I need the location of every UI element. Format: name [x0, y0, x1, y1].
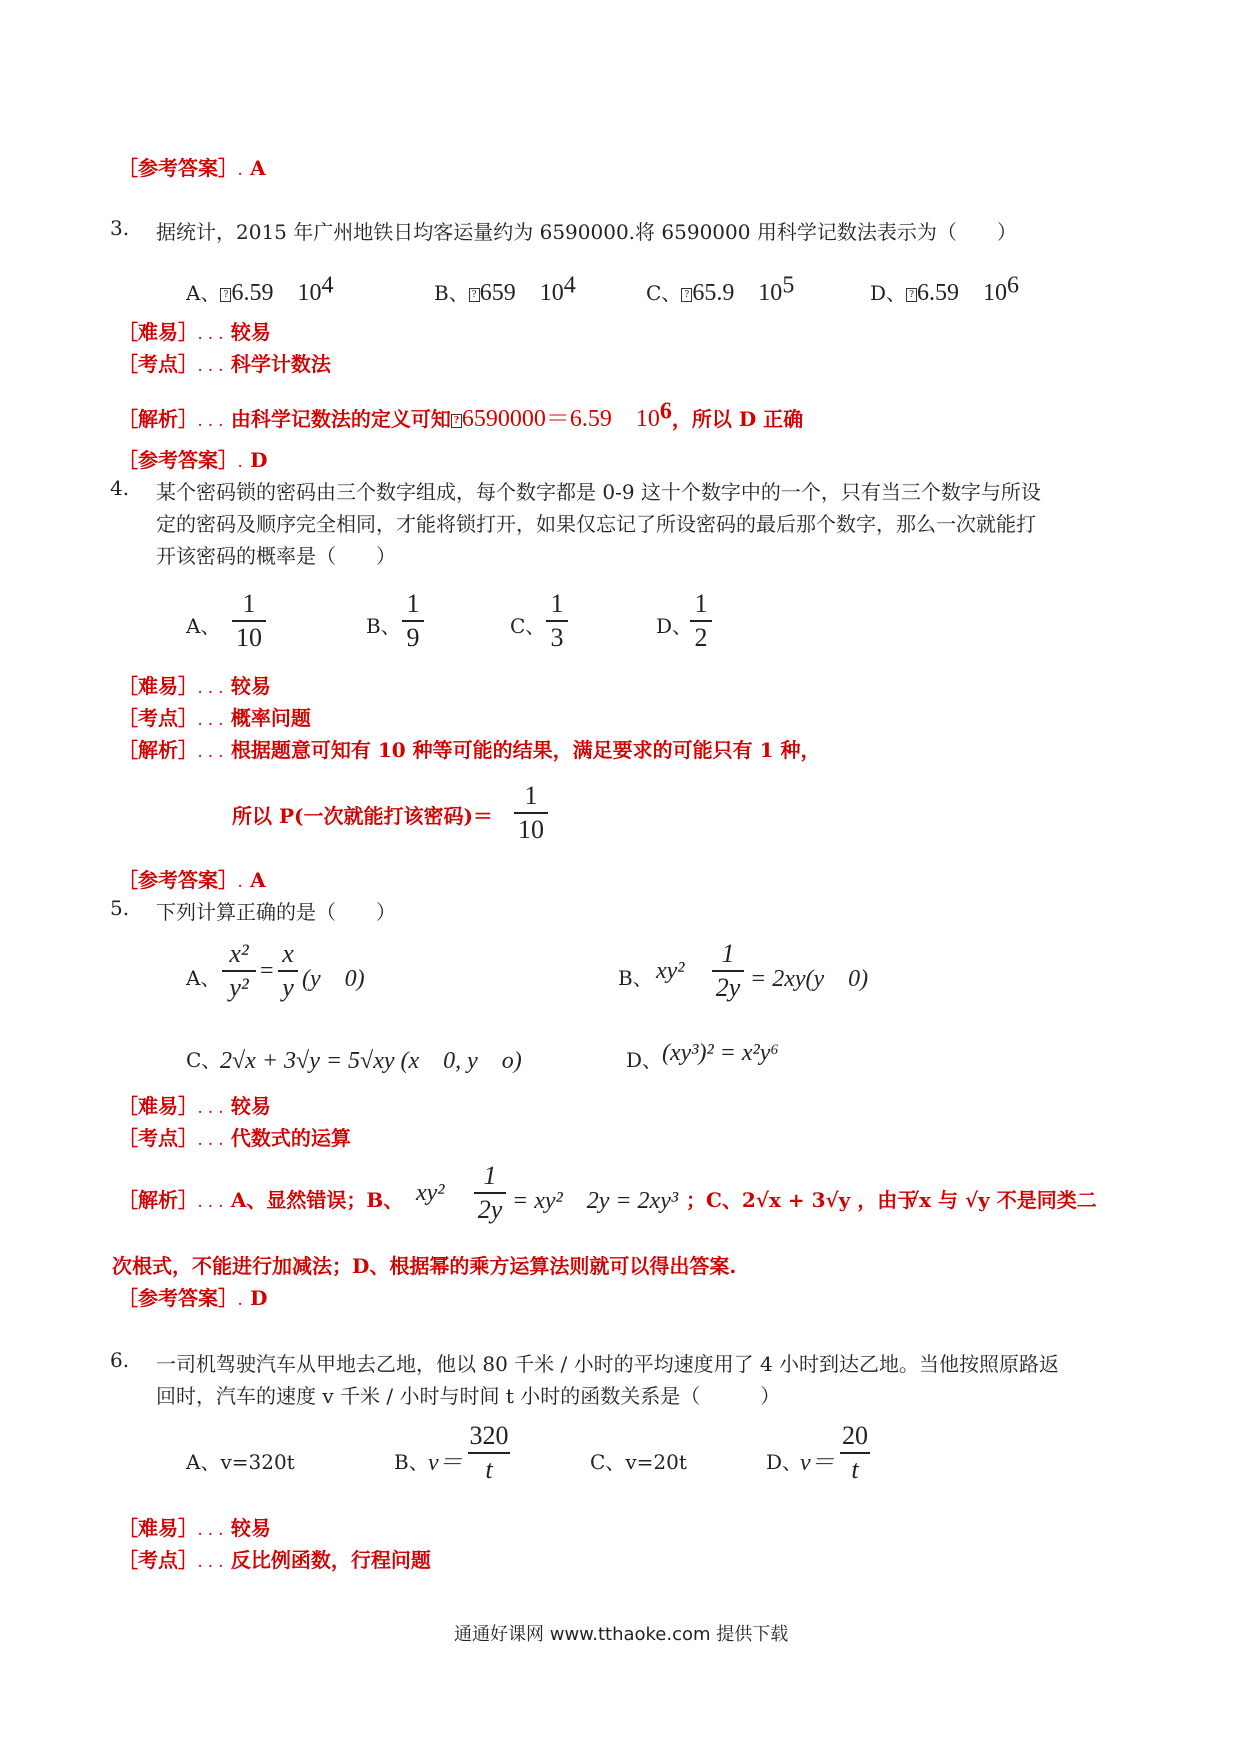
point-row: ［考点］. . . 代数式的运算 [118, 1126, 351, 1150]
difficulty-row: ［难易］. . . 较易 [118, 1094, 271, 1118]
answer-tag: ［参考答案］. A [118, 156, 266, 180]
option-a-label: A、 [186, 966, 221, 990]
analysis-row: ［解析］. . . 根据题意可知有 10 种等可能的结果，满足要求的可能只有 1 种， [118, 738, 821, 762]
point-row: ［考点］. . . 概率问题 [118, 706, 311, 730]
option-a-eq: = [260, 958, 274, 984]
analysis-row: ［解析］. . . 由科学记数法的定义可知 ? 6590000＝6.59 $10^6$，所以 D 正确 [118, 398, 804, 432]
placeholder-icon: ? [469, 288, 480, 302]
answer-value: A [250, 156, 266, 180]
question-number: 3. [110, 216, 130, 240]
option-a-fraction-2: x y [278, 940, 298, 1002]
analysis-fraction: 1 10 [514, 782, 548, 844]
question-number: 5. [110, 896, 130, 920]
point-row: ［考点］. . . 科学计数法 [118, 352, 331, 376]
analysis-b-pre: xy² [416, 1180, 445, 1206]
option-b-fraction: 320 t [469, 1421, 509, 1484]
option-b-label: B、 [366, 614, 401, 638]
difficulty-row: ［难易］. . . 较易 [118, 320, 271, 344]
option-d-pre: v＝ [800, 1450, 835, 1476]
option-d-fraction: 20 t [842, 1421, 868, 1484]
option-b-pre: v＝ [428, 1450, 463, 1476]
difficulty-row: ［难易］. . . 较易 [118, 1516, 271, 1540]
option-a-label: A、 [186, 614, 221, 638]
answer-row: ［参考答案］. A [118, 868, 266, 892]
question-text-line1: 一司机驾驶汽车从甲地去乙地，他以 80 千米 / 小时的平均速度用了 4 小时到达乙地。当他按照原路返 [156, 1352, 1060, 1376]
answer-row: ［参考答案］. D [118, 448, 268, 472]
option-d-label: D、 [766, 1450, 803, 1474]
option-b-post: = 2xy(y 0) [750, 966, 869, 992]
difficulty-row: ［难易］. . . 较易 [118, 674, 271, 698]
question-text-line1: 某个密码锁的密码由三个数字组成，每个数字都是 0-9 这十个数字中的一个，只有当三个数字与所设 [156, 480, 1041, 504]
option-d-fraction: 1 2 [690, 590, 712, 652]
option-b: B、 ? 659 $10^4$ [434, 272, 576, 306]
option-c: C、 ? 65.9 $10^5$ [646, 272, 795, 306]
analysis-b-fraction: 1 2y [474, 1162, 506, 1224]
placeholder-icon: ? [220, 288, 231, 302]
option-a-fraction-1: x² y² [222, 940, 256, 1002]
option-c-label: C、 [510, 614, 546, 638]
question-text-line2: 回时，汽车的速度 v 千米 / 小时与时间 t 小时的函数关系是（ ） [156, 1384, 781, 1408]
option-c-expr: 2√x + 3√y = 5√xy (x 0, y o) [220, 1048, 522, 1074]
option-d-label: D、 [626, 1048, 663, 1072]
question-number: 4. [110, 476, 130, 500]
option-b-fraction: 1 2y [712, 940, 744, 1002]
analysis-c: ；C、2√x + 3√y ，由于 [686, 1188, 918, 1212]
option-a: A、 ? 6.59 $10^4$ [186, 272, 334, 306]
analysis-line2: 次根式，不能进行加减法；D、根据幂的乘方运算法则就可以得出答案. [112, 1254, 737, 1278]
option-a-fraction: 1 10 [232, 590, 266, 652]
page-footer: 通通好课网 www.tthaoke.com 提供下载 [454, 1624, 789, 1645]
option-d-label: D、 [656, 614, 693, 638]
option-b-fraction: 1 9 [402, 590, 424, 652]
option-b-label: B、 [618, 966, 653, 990]
analysis-b-post: = xy² 2y = 2xy³ [512, 1188, 679, 1214]
option-d: D、 ? 6.59 $10^6$ [870, 272, 1020, 306]
placeholder-icon: ? [451, 414, 462, 428]
placeholder-icon: ? [681, 288, 692, 302]
option-c-label: C、 [186, 1048, 222, 1072]
option-b-label: B、 [394, 1450, 429, 1474]
option-b-pre: xy² [656, 958, 685, 984]
placeholder-icon: ? [906, 288, 917, 302]
question-text-line3: 开该密码的概率是（ ） [156, 544, 396, 568]
analysis-row: ［解析］. . . A、显然错误；B、 [118, 1188, 404, 1212]
analysis-line2: 所以 P(一次就能打该密码)＝ [232, 804, 493, 828]
question-text-line2: 定的密码及顺序完全相同，才能将锁打开，如果仅忘记了所设密码的最后那个数字，那么一次就能打 [156, 512, 1036, 536]
question-text: 下列计算正确的是（ ） [156, 900, 396, 924]
option-c-fraction: 1 3 [546, 590, 568, 652]
question-number: 6. [110, 1348, 130, 1372]
analysis-c2: √x 与 √y 不是同类二 [906, 1188, 1097, 1212]
option-a: A、v=320t [186, 1450, 295, 1474]
question-text: 据统计，2015 年广州地铁日均客运量约为 6590000.将 6590000 用科学记数法表示为（ ） [156, 220, 1017, 244]
option-d-expr: (xy³)² = x²y⁶ [662, 1040, 779, 1066]
option-a-condition: (y 0) [302, 966, 365, 992]
option-c: C、v=20t [590, 1450, 687, 1474]
point-row: ［考点］. . . 反比例函数，行程问题 [118, 1548, 431, 1572]
answer-row: ［参考答案］. D [118, 1286, 268, 1310]
